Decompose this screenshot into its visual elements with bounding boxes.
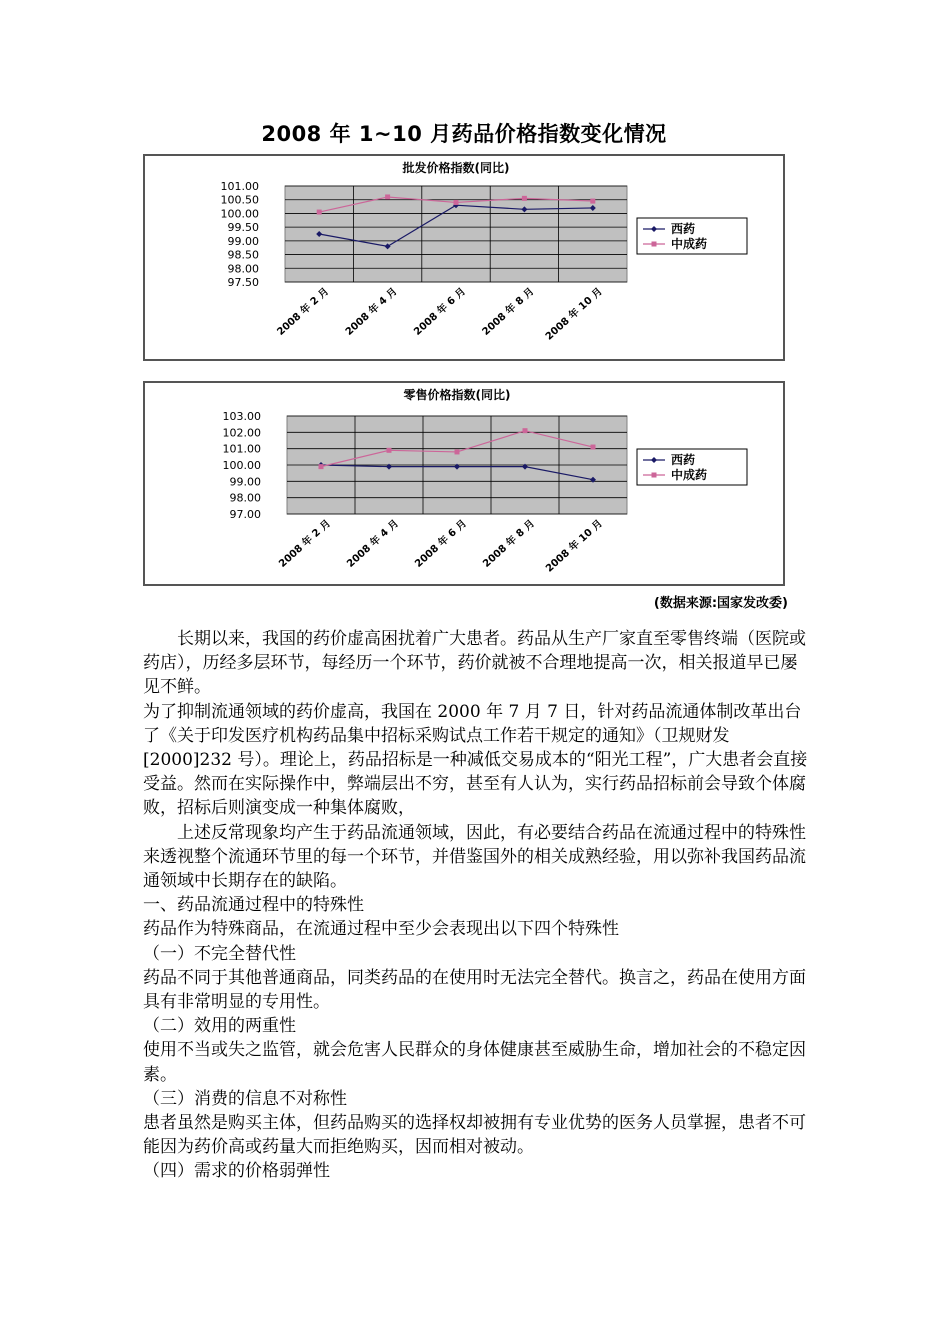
data-point [317,210,322,215]
paragraph-5: 药品不同于其他普通商品，同类药品的在使用时无法完全替代。换言之，药品在使用方面具有非常明显的专用性。 [143,967,806,1013]
y-tick-label: 101.00 [220,180,259,193]
data-point [385,194,390,199]
document-body [143,627,813,1184]
y-tick-label: 98.00 [229,491,261,505]
paragraph-7: 患者虽然是购买主体，但药品购买的选择权却被拥有专业优势的医务人员掌握，患者不可能因为药价高或药量大而拒绝购买，因而相对被动。 [143,1113,806,1158]
y-tick-label: 102.00 [222,426,261,440]
wholesale-price-index-chart [143,154,785,361]
data-point [455,449,460,454]
section-heading-1: 一、药品流通过程中的特殊性 [143,895,364,916]
y-tick-label: 100.50 [220,193,259,207]
x-tick-label: 2008 年 8 月 [481,518,538,570]
subheading-2: （二）效用的两重性 [143,1016,296,1037]
y-tick-label: 97.50 [227,276,259,289]
y-tick-label: 98.50 [227,248,259,262]
y-tick-label: 100.00 [220,207,259,221]
figure-title: 2008 年 1~10 月药品价格指数变化情况 [261,122,667,146]
data-point [522,196,527,201]
paragraph-3: 上述反常现象均产生于药品流通领域，因此，有必要结合药品在流通过程中的特殊性来透视整个流通环节里的每一个环节，并借鉴国外的相关成熟经验，用以弥补我国药品流通领域中长期存在的缺陷。 [143,822,806,892]
legend-marker [652,242,657,247]
legend [637,218,747,254]
chart-title: 批发价格指数(同比) [402,161,510,175]
x-tick-label: 2008 年 2 月 [275,286,332,338]
legend-label: 中成药 [671,468,708,482]
x-tick-label: 2008 年 10 月 [543,518,606,575]
x-tick-label: 2008 年 10 月 [543,286,605,343]
wholesale-chart-svg [145,156,783,359]
paragraph-6: 使用不当或失之监管，就会危害人民群众的身体健康甚至威胁生命，增加社会的不稳定因素。 [143,1040,806,1085]
paragraph-4: 药品作为特殊商品，在流通过程中至少会表现出以下四个特殊性 [143,919,619,940]
x-tick-label: 2008 年 6 月 [413,518,470,570]
y-tick-label: 99.00 [227,234,259,248]
retail-chart-svg [145,383,783,584]
data-point [590,199,595,204]
data-point [454,200,459,205]
y-tick-label: 103.00 [222,410,261,423]
paragraph-1: 长期以来，我国的药价虚高困扰着广大患者。药品从生产厂家直至零售终端（医院或药店），历经多层环节，每经历一个环节，药价就被不合理地提高一次，相关报道早已屡见不鲜。 [143,629,806,698]
x-tick-label: 2008 年 4 月 [345,518,402,570]
data-point [319,464,324,469]
x-tick-label: 2008 年 2 月 [277,518,334,570]
data-point [387,448,392,453]
subheading-1: （一）不完全替代性 [143,943,296,964]
x-tick-label: 2008 年 6 月 [412,286,469,338]
data-point [523,428,528,433]
subheading-3: （三）消费的信息不对称性 [143,1088,347,1109]
legend [637,449,747,485]
y-tick-label: 97.00 [229,508,261,521]
x-tick-label: 2008 年 4 月 [343,286,400,338]
x-tick-label: 2008 年 8 月 [480,286,537,338]
paragraph-2: 为了抑制流通领域的药价虚高，我国在 2000 年 7 月 7 日，针对药品流通体制改革出台了《关于印发医疗机构药品集中招标采购试点工作若干规定的通知》（卫规财发[2000]232 号）。理论上，药品招标是一种减低交易成本的“阳光工程”，广大患者会直接受益。然而在实际操作中，弊端层出不穷，甚至有人认为，实行药品招标前会导致个体腐败，招标后则演变成一种集体腐败， [143,701,808,819]
y-tick-label: 98.00 [227,262,259,276]
legend-label: 西药 [671,222,696,236]
y-tick-label: 99.50 [227,221,259,235]
data-point [591,445,596,450]
y-tick-label: 100.00 [222,459,261,472]
y-tick-label: 99.00 [229,475,261,489]
legend-label: 中成药 [671,237,708,251]
chart-title: 零售价格指数(同比) [403,388,511,402]
legend-label: 西药 [671,453,696,467]
legend-marker [652,473,657,478]
retail-price-index-chart [143,381,785,586]
data-source-note: (数据来源:国家发改委) [653,596,788,611]
y-tick-label: 101.00 [222,442,261,456]
subheading-4: （四）需求的价格弱弹性 [143,1161,330,1182]
